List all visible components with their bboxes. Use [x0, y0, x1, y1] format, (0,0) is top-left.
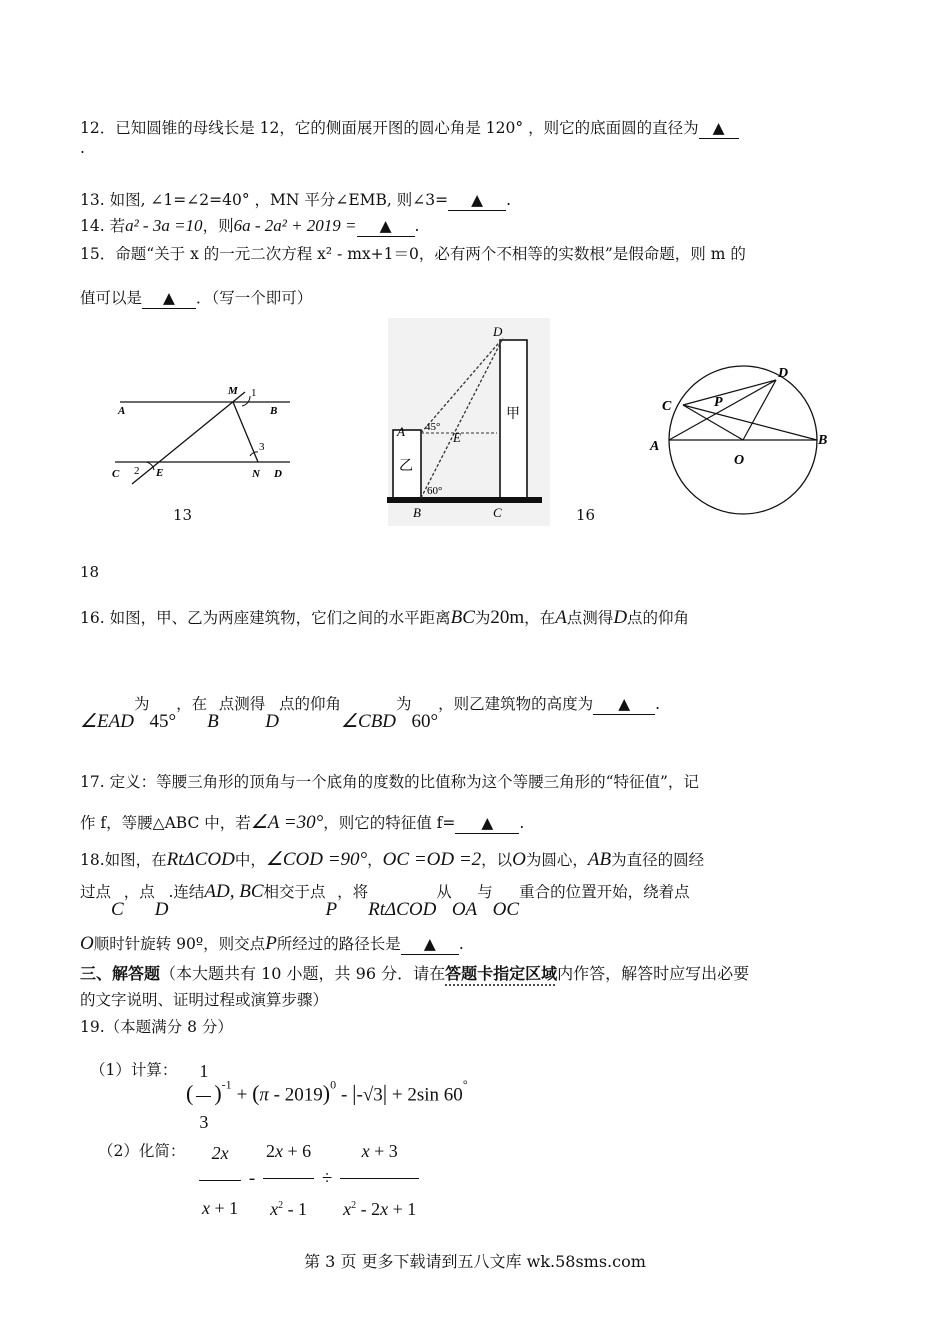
fig13-point-N: N [252, 468, 260, 480]
frac-2x6-over-x2m1: $\frac{2x + 6}{x^2 - 1}$ [263, 1124, 314, 1236]
figure-13-parallel-lines [110, 378, 300, 488]
q17-end: . [519, 814, 525, 832]
q18-rt: RtΔCOD [166, 849, 235, 870]
q15-post: ．（写一个即可） [196, 289, 313, 307]
q16-text-e: 点的仰角 [627, 609, 690, 627]
q14-pre: 14. 若 [80, 217, 126, 235]
section-3-desc-b: 内作答，解答时应写出必要 [557, 964, 750, 983]
q16-text-c: ，在 [524, 609, 556, 627]
q17-line1: 17. 定义：等腰三角形的顶角与一个底角的度数的比值称为这个等腰三角形的“特征值”，记 [80, 773, 699, 791]
fig13-point-A: A [118, 405, 126, 417]
answer-blank: ▲ [593, 694, 655, 715]
build-label-jia: 甲 [506, 406, 520, 422]
q14-expr2: 6a - 2a² + 2019 = [233, 216, 357, 235]
q18-l3b: 所经过的路径长是 [276, 935, 401, 953]
q17-line2 [80, 813, 524, 834]
q19-part1-expr: ( $\frac{1}{3}$ )$^{-1}$ + (π - 2019)$^0$ - |-√3| + 2sin 60° [186, 1046, 468, 1096]
q16-line2 [80, 694, 660, 734]
q18-line3 [80, 934, 464, 955]
answer-blank: ▲ [142, 288, 196, 309]
q18-l2d: 相交于点 [263, 883, 326, 901]
q18-O2: O [80, 933, 94, 954]
q18-l2f: 从 [436, 883, 452, 901]
build-angle-45: 45° [425, 421, 441, 433]
q15-pre: 值可以是 [80, 289, 143, 307]
fig13-angle-1: 1 [251, 387, 257, 399]
q18-rt2: RtΔCOD [368, 899, 437, 920]
figure-circle [648, 360, 838, 520]
q18-line2 [80, 882, 690, 922]
q18-l2b: ，点 [123, 883, 155, 901]
q19-part2-expr: $\frac{2x}{x + 1}$ - $\frac{2x + 6}{x^2 - 1}$ ÷ $\frac{x + 3}{x^2 - 2x + 1}$ [196, 1124, 422, 1178]
section-3-emphasis: 答题卡指定区域 [445, 964, 558, 983]
build-label-yi: 乙 [399, 458, 413, 474]
q17-angle-A: ∠A =30° [250, 812, 324, 833]
q16-cede: 点测得 [218, 695, 266, 713]
fig13-point-M: M [228, 385, 238, 397]
fig13-label: 13 [173, 506, 193, 524]
q13-text: 13. 如图, ∠1=∠2=40° ，MN 平分∠EMB, 则∠3= [80, 191, 449, 209]
section-3-header [80, 964, 749, 984]
fig13-point-B: B [270, 405, 278, 417]
q18-a: 18.如图，在 [80, 851, 167, 869]
q16-20m: 20m [490, 607, 525, 628]
q16-yangjiao: 点的仰角 [278, 695, 341, 713]
build-point-E: E [453, 430, 461, 445]
q18-l2g: 与 [477, 883, 493, 901]
q15-line1: 15．命题“关于 x 的一元二次方程 x² - mx+1＝0，必有两个不相等的实数根”是假命题，则 m 的 [80, 245, 746, 263]
circle-point-A: A [650, 439, 660, 454]
q18-line1 [80, 850, 704, 870]
q18-O: O [512, 849, 526, 870]
q18-D: D [154, 899, 169, 920]
q18-f: 为直径的圆经 [611, 851, 705, 869]
q16-line1 [80, 608, 689, 628]
q18-AD-BC: AD, BC [204, 881, 264, 902]
circle-point-O: O [734, 453, 745, 468]
circle-point-P: P [714, 395, 723, 410]
q15-line2 [80, 288, 312, 309]
question-12 [80, 118, 739, 139]
q14-tail: . [414, 217, 420, 235]
q17-pre: 作 f，等腰△ABC 中，若 [80, 814, 251, 832]
section-3-title: 三、解答题 [80, 964, 161, 983]
q18-b: 中， [234, 851, 266, 869]
question-13 [80, 190, 511, 211]
frac-2x-over-x1: $\frac{2x}{x + 1}$ [199, 1126, 241, 1235]
q14-mid: ，则 [202, 217, 234, 235]
circle-point-B: B [818, 433, 828, 448]
q18-l2a: 过点 [80, 883, 112, 901]
q16-B: B [207, 711, 219, 732]
answer-blank: ▲ [401, 934, 459, 955]
q16-BC: BC [450, 607, 475, 628]
q18-c: ， [367, 851, 383, 869]
q18-l2e: ，将 [337, 883, 369, 901]
q16-angle-EAD: ∠EAD [80, 711, 134, 732]
q16-60: 60° [411, 711, 439, 732]
q13-tail: . [506, 191, 512, 209]
fig16-label: 16 [576, 506, 596, 524]
figure-buildings [385, 318, 555, 528]
q18-AB: AB [587, 849, 612, 870]
q14-expr1: a² - 3a =10 [125, 216, 203, 235]
q18-e: 为圆心， [525, 851, 588, 869]
q16-D2: D [265, 711, 279, 732]
q16-wei2: 为 [396, 695, 412, 713]
section-3-desc-a: （本大题共有 10 小题，共 96 分．请在 [160, 964, 446, 983]
q19-part1-label: （1）计算： [90, 1061, 178, 1079]
q16-text-a: 16. 如图，甲、乙为两座建筑物，它们之间的水平距离 [80, 609, 451, 627]
build-point-D: D [493, 324, 503, 339]
fig18-label: 18 [80, 563, 100, 581]
frac-x3-over-quadratic: $\frac{x + 3}{x^2 - 2x + 1}$ [340, 1124, 419, 1236]
q16-D: D [613, 607, 628, 628]
q18-d: ，以 [481, 851, 513, 869]
q18-l2c: .连结 [168, 883, 205, 901]
q18-C: C [111, 899, 124, 920]
q19-part2-label: （2）化简： [98, 1142, 186, 1160]
q12-tail: . [80, 139, 85, 157]
q18-l3a: 顺时针旋转 90º，则交点 [93, 935, 266, 953]
q17-mid: ，则它的特征值 f= [323, 814, 456, 832]
build-point-C: C [493, 505, 502, 520]
q16-wei1: 为 [133, 695, 150, 713]
q12-text: 12．已知圆锥的母线长是 12，它的侧面展开图的圆心角是 120° ，则它的底面圆的直径为 [80, 119, 699, 137]
fig13-point-C: C [112, 468, 120, 480]
q16-angle-CBD: ∠CBD [340, 711, 397, 732]
question-14 [80, 216, 419, 237]
q16-text-d: 点测得 [566, 609, 614, 627]
q16-zai: ，在 [176, 695, 208, 713]
fig13-point-E: E [156, 467, 164, 479]
fig13-angle-3: 3 [259, 441, 265, 453]
q19-title: 19.（本题满分 8 分） [80, 1018, 233, 1036]
q18-l2h: 重合的位置开始，绕着点 [519, 883, 690, 901]
q16-end: . [655, 695, 661, 713]
build-point-B: B [413, 505, 421, 520]
section-3-line2: 的文字说明、证明过程或演算步骤） [80, 991, 329, 1009]
q18-oc-od: OC =OD =2 [382, 849, 482, 870]
circle-point-D: D [778, 366, 789, 381]
page-footer: 第 3 页 更多下载请到五八文库 wk.58sms.com [304, 1252, 646, 1271]
answer-blank: ▲ [357, 216, 415, 237]
q16-A: A [555, 607, 567, 628]
build-angle-60: 60° [427, 485, 443, 497]
fig13-point-D: D [274, 468, 282, 480]
circle-point-C: C [662, 399, 672, 414]
q18-OC: OC [492, 899, 520, 920]
q16-text-b: 为 [474, 609, 491, 627]
q18-OA: OA [451, 899, 478, 920]
fig13-angle-2: 2 [134, 465, 140, 477]
q18-angle-COD: ∠COD =90° [265, 849, 368, 870]
q18-end: . [458, 935, 464, 953]
answer-blank: ▲ [448, 190, 506, 211]
q16-45: 45° [149, 711, 177, 732]
q16-tail: ，则乙建筑物的高度为 [438, 695, 594, 713]
q18-P2: P [265, 933, 277, 954]
answer-blank: ▲ [699, 118, 739, 139]
frac-one-third: $\frac{1}{3}$ [196, 1046, 211, 1147]
answer-blank: ▲ [455, 813, 519, 834]
build-point-A: A [397, 424, 405, 439]
q18-P: P [325, 899, 338, 920]
